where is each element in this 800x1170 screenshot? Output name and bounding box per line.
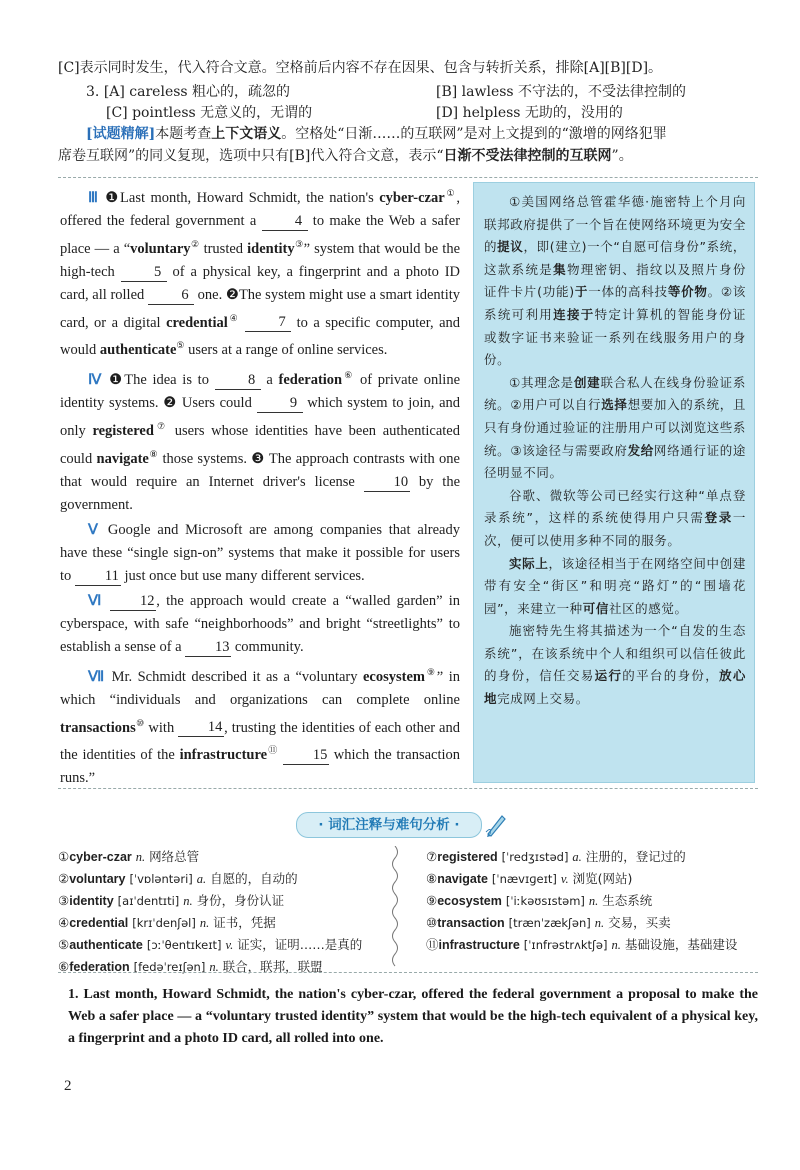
translation-text: 。②该系统可利用 [484, 284, 746, 322]
vocab-pos: a. [572, 850, 582, 864]
vocab-section-header [296, 812, 510, 838]
vocab-phonetic: [fedəˈreɪʃən] [133, 960, 206, 974]
translation-text: 物理密钥、指纹以及照片身份证件卡片(功能) [484, 261, 746, 300]
vocab-word: navigate [96, 450, 149, 467]
passage-text: ” system that would be the high-tech [60, 240, 461, 280]
blank-7[interactable]: 7 [245, 313, 291, 332]
vocab-item [426, 890, 756, 912]
vocab-word: navigate [437, 872, 488, 886]
analysis-part: 本题考查 [155, 126, 212, 142]
passage-text: one. ❷The system might use a smart identity card, or a digital [60, 286, 461, 331]
vocab-phonetic: [ɔːˈθentɪkeɪt] [146, 938, 222, 952]
vocab-word: transactions [60, 719, 136, 736]
passage-text: ❶The idea is to [109, 372, 209, 389]
vocab-phonetic: [ˈiːkəʊsɪstəm] [505, 894, 585, 908]
analysis-key: 日渐不受法律控制的互联网 [443, 148, 612, 164]
passage-text: ” in which “individuals and organizations can complete online [60, 668, 460, 708]
vocab-word: registered [437, 850, 498, 864]
translation-text: 一次，便可以使用多种不同的服务。 [484, 510, 746, 548]
passage-text: by the government. [60, 473, 461, 513]
vocab-word: identity [69, 894, 114, 908]
blank-14[interactable]: 14 [178, 718, 224, 737]
option-d: [D] helpless 无助的，没用的 [436, 105, 623, 121]
translation-paragraph-3 [484, 191, 746, 372]
passage-text: with [144, 719, 175, 736]
question-3-option-c [106, 103, 312, 123]
translation-key: 创建 [573, 374, 601, 390]
vocab-number: ⑦ [426, 849, 438, 864]
paragraph-6 [60, 590, 460, 659]
vocab-word: ecosystem [362, 668, 425, 685]
passage-text: trusted [199, 240, 248, 257]
vocab-phonetic: [ˈnævɪɡeɪt] [491, 872, 557, 886]
vocab-word: voluntary [130, 240, 191, 257]
vocab-meaning: 联合，联邦，联盟 [222, 959, 323, 974]
vocab-item [58, 934, 388, 956]
passage-text: , offered the federal government a [60, 189, 461, 229]
vocab-word: ecosystem [437, 894, 502, 908]
option-b: [B] lawless 不守法的，不受法律控制的 [436, 84, 687, 100]
vocab-pos: n. [611, 938, 621, 952]
wavy-divider [388, 846, 402, 968]
footnote-mark: ⑦ [153, 421, 169, 432]
footnote-mark: ⑧ [148, 448, 159, 459]
vocab-meaning: 身份，身份认证 [196, 893, 285, 908]
passage-text: which system to join, and only [60, 395, 461, 439]
passage-text: Mr. Schmidt described it as a “voluntary [106, 668, 363, 685]
translation-key: 连接于 [553, 306, 595, 322]
vocab-meaning: 生态系统 [602, 893, 653, 908]
vocab-meaning: 交易，买卖 [608, 915, 671, 930]
paragraph-4 [60, 364, 460, 516]
answer-analysis-line [58, 58, 758, 78]
passage-text: users whose identities have been authenticated could [60, 422, 460, 467]
vocab-number: ⑨ [426, 893, 438, 908]
analysis-part: ”。 [611, 148, 633, 164]
vocab-meaning: 证书，凭据 [213, 915, 276, 930]
vocab-item [426, 846, 756, 868]
vocab-word: transaction [437, 916, 505, 930]
footnote-mark: ① [444, 188, 457, 198]
footnote-mark: ③ [294, 238, 304, 249]
page-number: 2 [64, 1078, 72, 1094]
translation-key: 可信 [582, 600, 609, 616]
vocab-phonetic: [trænˈzækʃən] [508, 916, 591, 930]
translation-paragraph-4 [484, 372, 746, 485]
vocab-item [58, 912, 388, 934]
analysis-part: 。空格处“日渐……的互联网”是对上文提到的“激增的网络犯罪 [281, 126, 667, 142]
vocab-number: ② [58, 871, 70, 886]
translation-text: 想要加入的系统，且只有身份通过验证的注册用户可以浏览这些系统。③该途径与需要政府 [484, 397, 747, 458]
translation-text: ，该途径相当于在网络空间中创建带有安全“街区”和明亮“路灯”的“围墙花园”，来建立一种 [484, 555, 746, 616]
translation-text: 完成网上交易。 [497, 691, 589, 707]
vocab-number: ③ [58, 893, 70, 908]
difficult-sentence: 1. Last month, Howard Schmidt, the nation's cyber-czar, offered the federal government a proposal to make the Web a safer place — a “voluntary trusted identity” system that would be the high-tech equivalent of a physical key, a fingerprint and a photo ID card, all rolled into one. [68, 987, 758, 1046]
vocab-meaning: 证实，证明……是真的 [237, 937, 363, 952]
analysis-paragraph [86, 124, 758, 144]
analysis-text: [C]表示同时发生，代入符合文意。空格前后内容不存在因果、包含与转折关系，排除[A][B][D]。 [58, 60, 663, 76]
vocab-item [58, 890, 388, 912]
passage-text: those systems. ❸ The approach contrasts with one that would require an Internet driver's license [60, 450, 460, 490]
roman-numeral: Ⅶ [88, 668, 107, 685]
vocab-pos: n. [594, 916, 605, 930]
paragraph-7 [60, 661, 460, 790]
translation-key: 放心地 [484, 668, 747, 707]
paragraph-3 [60, 182, 460, 362]
blank-5[interactable]: 5 [121, 263, 167, 282]
translation-text: 特定计算机的智能身份证或数字证书来验证一系列在线服务用户的身份。 [484, 306, 746, 368]
blank-9[interactable]: 9 [257, 394, 303, 413]
vocab-item [426, 934, 756, 956]
vocab-number: ⑧ [426, 871, 438, 886]
blank-8[interactable]: 8 [215, 371, 261, 390]
vocab-number: ⑪ [426, 937, 439, 952]
section-divider [58, 972, 758, 973]
roman-numeral: Ⅳ [88, 372, 104, 389]
translation-key: 等价物 [667, 284, 708, 300]
translation-text: 联合私人在线身份验证系统。②用户可以自行 [484, 374, 746, 413]
passage-text: which the transaction runs.” [60, 747, 461, 787]
footnote-mark: ⑪ [267, 745, 279, 756]
question-3-option-b [436, 82, 686, 102]
vocab-number: ⑥ [58, 959, 70, 974]
footnote-mark: ⑥ [342, 370, 355, 381]
vocab-meaning: 自愿的，自动的 [210, 871, 298, 886]
vocab-number: ① [58, 849, 70, 864]
vocab-item [58, 868, 388, 890]
passage-text: Google and Microsoft are among companies that already have these “single sign-on” systems that make it possible for users to [60, 521, 460, 584]
blank-4[interactable]: 4 [262, 212, 308, 231]
vocab-pos: n. [588, 894, 599, 908]
paragraph-5 [60, 519, 460, 588]
translation-text: ①其理念是 [509, 374, 574, 390]
vocab-pos: n. [209, 960, 219, 974]
passage-text: a [266, 372, 279, 389]
translation-key: 于 [574, 284, 589, 300]
vocab-pos: n. [183, 894, 193, 908]
passage-text: to a specific computer, and would [60, 314, 461, 359]
option-c: [C] pointless 无意义的，无谓的 [106, 105, 313, 121]
translation-paragraph-7 [484, 620, 746, 710]
passage-text: users at a range of online services. [184, 342, 388, 359]
roman-numeral: Ⅲ [88, 189, 100, 206]
footnote-mark: ⑨ [424, 666, 437, 677]
translation-box [473, 182, 755, 783]
passage-text: to make the Web a safer place — a “ [60, 212, 461, 257]
translation-paragraph-5 [484, 485, 746, 553]
footnote-mark: ④ [227, 312, 240, 323]
translation-text: 网络通行证的途径明显不同。 [484, 442, 747, 481]
translation-key: 登录 [704, 510, 733, 526]
footnote-mark: ⑩ [135, 717, 145, 728]
translation-paragraph-6 [484, 553, 746, 621]
vocab-word: identity [247, 240, 295, 257]
passage-text: just once but use many different services. [124, 567, 365, 584]
blank-10[interactable]: 10 [364, 473, 410, 492]
analysis-key: 上下文语义 [211, 126, 282, 142]
vocab-phonetic: [ˈvɒləntəri] [129, 872, 193, 886]
question-number: 3. [86, 84, 100, 100]
vocab-word: federation [278, 372, 343, 389]
vocab-word: cyber-czar [379, 189, 445, 206]
vocab-word: federation [69, 960, 130, 974]
vocab-item [58, 956, 388, 978]
vocab-phonetic: [aɪˈdentɪti] [117, 894, 180, 908]
roman-numeral: Ⅴ [88, 521, 102, 538]
question-3-option-d [436, 103, 623, 123]
vocab-meaning: 基础设施，基础建设 [624, 937, 738, 952]
vocab-word: infrastructure [179, 747, 268, 764]
vocab-meaning: 网络总管 [149, 849, 200, 864]
translation-key: 发给 [627, 442, 654, 458]
passage-text: community. [234, 638, 304, 655]
blank-15[interactable]: 15 [283, 746, 329, 765]
blank-11[interactable]: 11 [75, 567, 121, 586]
vocab-word: credential [69, 916, 129, 930]
vocab-number: ⑤ [58, 937, 70, 952]
vocab-list-left [58, 846, 388, 978]
translation-text: ，即(建立)一个“自愿可信身份”系统，这款系统是 [484, 239, 746, 277]
translation-key: 实际上 [509, 555, 549, 571]
vocab-phonetic: [krɪˈdenʃəl] [132, 916, 196, 930]
vocab-word: credential [166, 314, 228, 331]
vocab-pos: v. [560, 872, 569, 886]
vocab-pos: a. [196, 872, 207, 886]
vocab-item [426, 912, 756, 934]
passage-text: , trusting the identities of each other and the identities of the [60, 719, 460, 764]
vocab-pos: n. [135, 850, 146, 864]
translation-text: 施密特先生将其描述为一个“自发的生态系统”，在该系统中个人和组织可以信任彼此的身份，信任交易 [484, 623, 746, 684]
translation-text: 社区的感觉。 [608, 600, 688, 616]
analysis-paragraph-line2 [58, 146, 758, 166]
question-3-option-a [86, 82, 290, 102]
translation-text: 一体的高科技 [588, 284, 668, 300]
option-a: [A] careless 粗心的，疏忽的 [103, 84, 291, 100]
vocab-section-title: · 词汇注释与难句分析 · [296, 812, 482, 838]
footnote-mark: ⑤ [176, 340, 185, 351]
vocab-pos: n. [199, 916, 210, 930]
vocab-word: authenticate [69, 938, 143, 952]
vocab-meaning: 浏览(网站) [572, 871, 633, 886]
translation-key: 提议 [497, 239, 524, 255]
analysis-part: 席卷互联网”的同义复现，选项中只有[B]代入符合文意，表示“ [58, 148, 444, 164]
vocab-word: cyber-czar [69, 850, 132, 864]
vocab-item [426, 868, 756, 890]
translation-text: 的平台的身份， [622, 668, 720, 684]
vocab-phonetic: [ˈredʒɪstəd] [501, 850, 569, 864]
english-passage [60, 182, 460, 790]
blank-6[interactable]: 6 [148, 286, 194, 305]
passage-text: , the approach would create a “walled garden” in cyberspace, with safe “neighborhoods” and bright “streetlights” to establish a sense of a [60, 592, 461, 655]
translation-key: 运行 [594, 668, 623, 684]
pen-icon [484, 812, 508, 838]
passage-text: of a physical key, a fingerprint and a photo ID card, all rolled [60, 263, 460, 303]
passage-text: of private online identity systems. ❷ Users could [60, 372, 461, 412]
translation-text: ①美国网络总管霍华德·施密特上个月向联邦政府提供了一个旨在使网络环境更为安全的 [484, 194, 747, 255]
passage-text: ❶Last month, Howard Schmidt, the nation's [105, 189, 380, 206]
vocab-word: infrastructure [438, 938, 520, 952]
vocab-number: ⑩ [426, 915, 438, 930]
vocab-pos: v. [225, 938, 234, 952]
footnote-mark: ② [190, 238, 200, 249]
vocab-meaning: 注册的，登记过的 [585, 849, 686, 864]
vocab-word: voluntary [69, 872, 126, 886]
vocab-item [58, 846, 388, 868]
translation-text: 谷歌、微软等公司已经实行这种“单点登录系统”，这样的系统使得用户只需 [484, 487, 746, 526]
analysis-tag: [试题精解] [86, 126, 156, 142]
vocab-number: ④ [58, 915, 70, 930]
vocab-list-right [426, 846, 756, 956]
blank-12[interactable]: 12 [110, 592, 156, 611]
vocab-phonetic: [ˈɪnfrəstrʌktʃə] [523, 938, 608, 952]
roman-numeral: Ⅵ [88, 592, 104, 609]
translation-key: 集 [553, 261, 567, 277]
blank-13[interactable]: 13 [185, 638, 231, 657]
translation-key: 选择 [601, 397, 628, 413]
vocab-word: authenticate [99, 342, 177, 359]
vocab-word: registered [92, 422, 154, 439]
